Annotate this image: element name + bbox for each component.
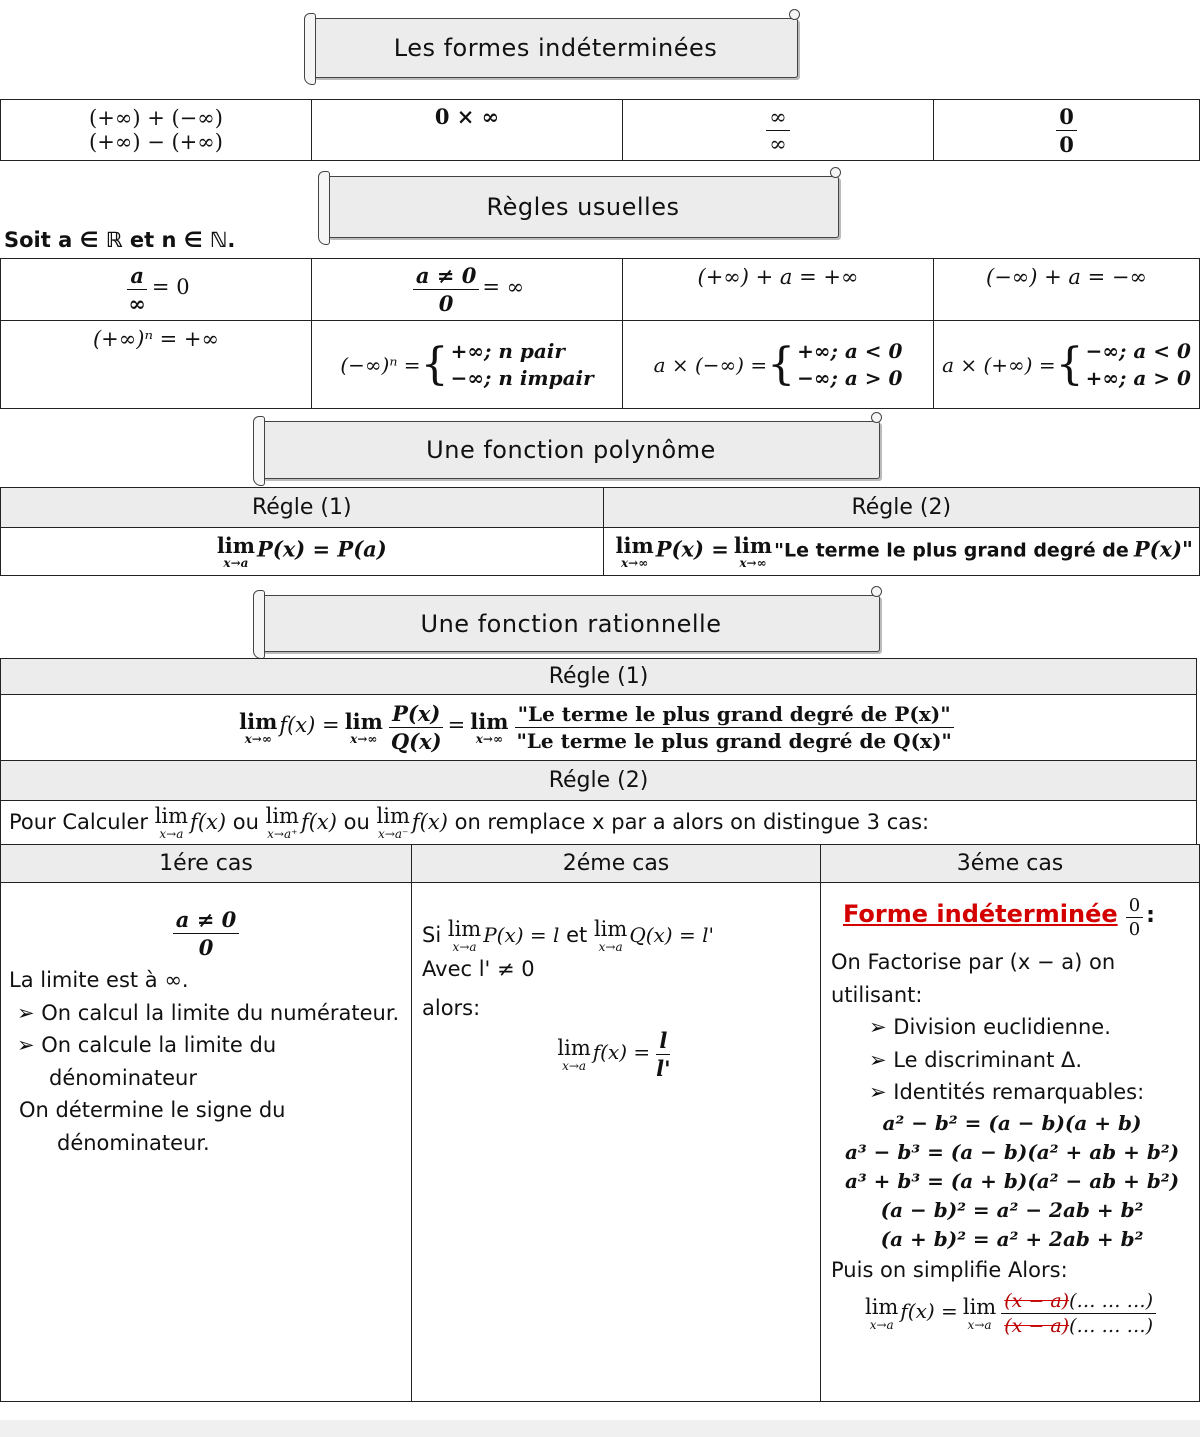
cas2-et: et [566, 923, 588, 947]
cas2-den: l' [656, 1056, 671, 1082]
polynome-regle-2 [603, 528, 1199, 576]
regle-cell-6: (−∞)ⁿ = { +∞; n pair −∞; n impair [312, 321, 623, 409]
regle-7-lhs: a × (−∞) = [653, 352, 768, 377]
cas3-f-num: 0 [1126, 895, 1143, 918]
cas3-colon: : [1146, 903, 1155, 928]
pour-f: f(x) [411, 809, 448, 834]
forme-4-den: 0 [1059, 131, 1074, 157]
lim-word: lim [593, 917, 628, 941]
identite-2: a³ − b³ = (a − b)(a² + ab + b²) [844, 1139, 1180, 1164]
polynome-c2-b: "Le terme le plus grand degré de [774, 539, 1129, 561]
lim-word: lim [615, 532, 654, 558]
regle-cell-4 [934, 259, 1200, 321]
lim-sub: x→∞ [350, 731, 378, 746]
polynome-head-2: Régle (2) [603, 488, 1199, 528]
lim-word: lim [733, 532, 773, 558]
lim-sub: x→a [598, 940, 623, 954]
pour-f: f(x) [190, 809, 227, 834]
forme-3-den: ∞ [769, 131, 787, 156]
lim-word: lim [470, 708, 509, 734]
cas3-num-xa: (x − a) [1004, 1290, 1070, 1313]
forme-cell-4 [934, 100, 1200, 161]
cas3-den-xa: (x − a) [1004, 1315, 1070, 1338]
regle-8-lhs: a × (+∞) = [942, 352, 1056, 377]
regle-8-case-2: +∞; a > 0 [1085, 365, 1191, 390]
lim-sub: x→a [159, 826, 184, 841]
identite-1: a² − b² = (a − b)(a + b) [882, 1110, 1142, 1135]
regle-2-res: = ∞ [482, 275, 525, 299]
regle-1-num: a [127, 263, 147, 290]
forme-cell-2 [312, 100, 623, 161]
regle-cell-5 [1, 321, 312, 409]
cas3-b1: ➢ Division euclidienne. [831, 1011, 1193, 1044]
soit-text: Soit a ∈ ℝ et n ∈ ℕ. [4, 228, 236, 252]
lim-sub: x→∞ [244, 731, 272, 746]
regle-2-num: a ≠ 0 [413, 263, 479, 290]
lim-word: lim [376, 803, 410, 828]
rationnelle-p: P(x) [389, 701, 443, 728]
polynome-regle-1 [1, 528, 604, 576]
banner-formes-indeterminees [313, 18, 798, 78]
banner-title: Règles usuelles [486, 193, 680, 221]
lim-word: lim [557, 1035, 591, 1060]
identite-5: (a + b)² = a² + 2ab + b² [880, 1226, 1144, 1251]
polynome-c2-a: P(x) = [655, 536, 729, 561]
lim-word: lim [447, 917, 482, 941]
formes-table [0, 99, 1200, 161]
cas1-l3: ➢ On calcule la limite du dénominateur [9, 1029, 403, 1094]
regle-cell-2 [312, 259, 623, 321]
bottom-strip [0, 1420, 1200, 1437]
forme-1b: (+∞) − (+∞) [89, 130, 223, 154]
forme-2: 0 × ∞ [434, 104, 500, 129]
cas3-f: f(x) = [900, 1299, 958, 1324]
polynome-c1: P(x) = P(a) [257, 536, 387, 561]
cas3-l1: On Factorise par (x − a) on utilisant: [831, 950, 1116, 1007]
cas2-f: f(x) = [592, 1040, 651, 1065]
regle-6-lhs: (−∞)ⁿ = [340, 352, 421, 377]
regle-4: (−∞) + a = −∞ [986, 265, 1147, 289]
pour-ou: ou [343, 809, 370, 834]
polynome-table [0, 487, 1200, 576]
lim-sub: x→a⁻ [378, 826, 409, 841]
cas1-den: 0 [198, 935, 214, 960]
regle-3: (+∞) + a = +∞ [697, 265, 859, 289]
forme-1a: (+∞) + (−∞) [89, 106, 223, 130]
identite-3: a³ + b³ = (a + b)(a² − ab + b²) [844, 1168, 1180, 1193]
regle-5: (+∞)ⁿ = +∞ [92, 327, 220, 351]
cas-1-cell [1, 883, 412, 1402]
rationnelle-head-2: Régle (2) [1, 761, 1197, 801]
cas-table [0, 844, 1200, 1402]
pour-text: Pour Calculer [9, 809, 148, 834]
cas-1-head: 1ére cas [1, 845, 412, 883]
cas1-l2: ➢ On calcul la limite du numérateur. [9, 997, 403, 1030]
cas3-f-den: 0 [1128, 919, 1141, 940]
lim-sub: x→∞ [739, 555, 767, 570]
forme-cell-1 [1, 100, 312, 161]
lim-sub: x→a [967, 1317, 992, 1332]
cas2-q: Q(x) = l' [629, 923, 714, 947]
cas-3-head: 3éme cas [821, 845, 1200, 883]
rationnelle-f: f(x) = [279, 713, 340, 737]
pour-ou: ou [232, 809, 259, 834]
regle-cell-7: a × (−∞) = { +∞; a < 0 −∞; a > 0 [623, 321, 934, 409]
cas3-num-dots: (… … …) [1069, 1290, 1153, 1313]
rationnelle-head-1: Régle (1) [1, 659, 1197, 695]
lim-sub: x→a [452, 940, 477, 954]
regle-2-den: 0 [438, 291, 454, 316]
regle-cell-3 [623, 259, 934, 321]
regle-1-den: ∞ [128, 291, 146, 316]
lim-sub: x→a [223, 555, 249, 570]
rationnelle-eq: = [447, 713, 466, 737]
cas-3-cell [821, 883, 1200, 1402]
pour-f: f(x) [300, 809, 337, 834]
cas-2-cell [412, 883, 821, 1402]
regle-6-case-2: −∞; n impair [450, 365, 594, 390]
lim-word: lim [239, 708, 278, 734]
cas1-l4: On détermine le signe du dénominateur. [19, 1098, 286, 1155]
cas1-num: a ≠ 0 [173, 907, 239, 934]
banner-fonction-polynome [262, 421, 880, 479]
lim-word: lim [962, 1294, 997, 1319]
regle-1-res: = 0 [151, 275, 190, 299]
cas2-num: l [656, 1028, 670, 1055]
identite-4: (a − b)² = a² − 2ab + b² [880, 1197, 1144, 1222]
banner-title: Une fonction polynôme [426, 436, 716, 464]
rationnelle-pour [1, 801, 1197, 845]
banner-regles-usuelles [327, 176, 839, 238]
forme-3-num: ∞ [766, 105, 790, 131]
forme-4-num: 0 [1056, 104, 1077, 131]
lim-word: lim [216, 532, 256, 558]
lim-sub: x→a [562, 1058, 587, 1073]
banner-fonction-rationnelle [262, 595, 880, 652]
polynome-head-1: Régle (1) [1, 488, 604, 528]
regle-cell-8: a × (+∞) = { −∞; a < 0 +∞; a > 0 [934, 321, 1200, 409]
lim-sub: x→a [869, 1317, 894, 1332]
cas3-puis: Puis on simplifie Alors: [831, 1257, 1068, 1282]
regle-6-case-1: +∞; n pair [450, 338, 565, 363]
regle-cell-1 [1, 259, 312, 321]
rationnelle-num-text: "Le terme le plus grand degré de P(x)" [515, 702, 954, 728]
regle-7-case-1: +∞; a < 0 [797, 338, 903, 363]
cas3-title: Forme indéterminée [843, 900, 1118, 928]
regle-7-case-2: −∞; a > 0 [797, 365, 903, 390]
banner-title: Une fonction rationnelle [420, 609, 722, 638]
rationnelle-den-text: "Le terme le plus grand degré de Q(x)" [516, 729, 952, 753]
cas2-p: P(x) = l [483, 923, 560, 947]
cas3-b3: ➢ Identités remarquables: [831, 1076, 1193, 1109]
lim-sub: x→∞ [621, 555, 649, 570]
rationnelle-table [0, 658, 1197, 845]
cas1-l1: La limite est à ∞. [9, 968, 189, 992]
banner-title: Les formes indéterminées [393, 34, 718, 62]
lim-word: lim [265, 803, 299, 828]
polynome-c2-c: P(x)" [1133, 536, 1193, 561]
lim-word: lim [344, 708, 383, 734]
lim-word: lim [154, 803, 189, 828]
regles-table [0, 258, 1200, 409]
cas2-avec: Avec l' ≠ 0 [422, 957, 535, 981]
cas-2-head: 2éme cas [412, 845, 821, 883]
cas3-b2: ➢ Le discriminant Δ. [831, 1044, 1193, 1077]
regle-8-case-1: −∞; a < 0 [1085, 338, 1191, 363]
cas2-si: Si [422, 923, 442, 947]
pour-end: on remplace x par a alors on distingue 3 cas: [454, 809, 930, 834]
lim-sub: x→a⁺ [267, 826, 298, 841]
cas2-alors: alors: [422, 995, 481, 1020]
rationnelle-q: Q(x) [390, 729, 442, 754]
rationnelle-regle-1 [1, 695, 1197, 761]
cas3-den-dots: (… … …) [1069, 1315, 1153, 1338]
lim-sub: x→∞ [475, 731, 503, 746]
lim-word: lim [865, 1294, 899, 1319]
forme-cell-3 [623, 100, 934, 161]
